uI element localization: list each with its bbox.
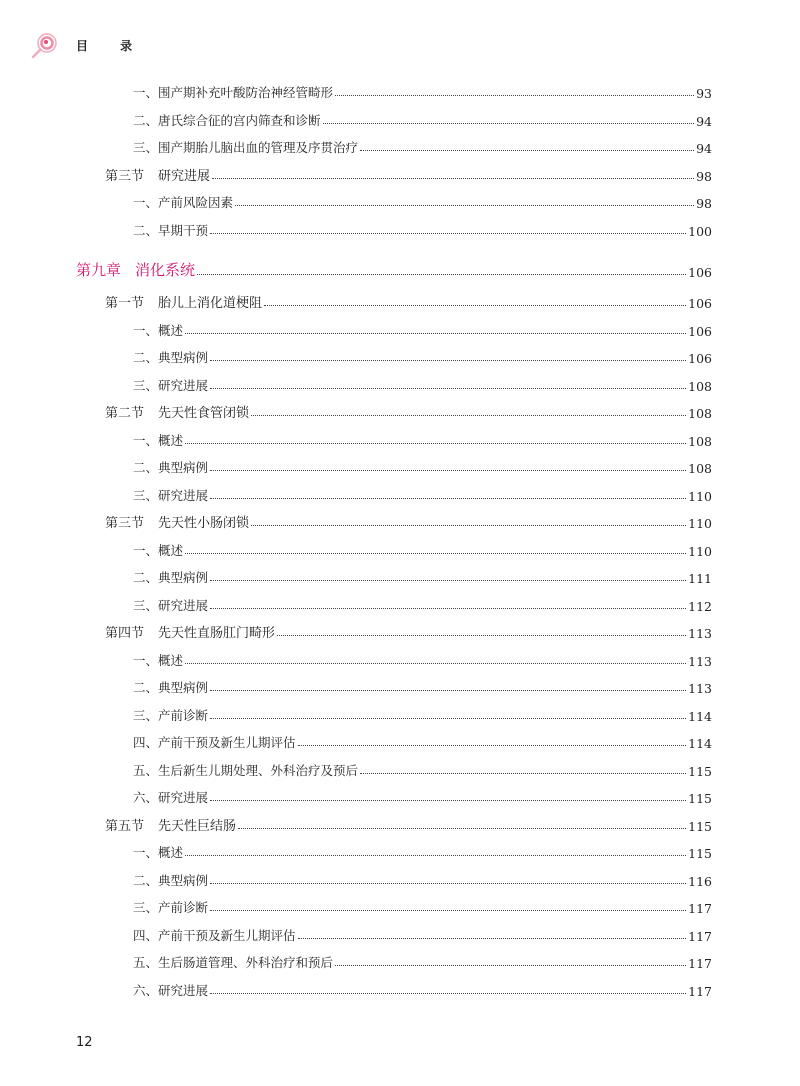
toc-entry-title [133,981,208,999]
dot-leader [251,415,686,416]
toc-page-number: 108 [688,461,712,476]
toc-page-number: 108 [688,433,712,449]
toc-entry-text: 二、典型病例 [133,350,209,365]
toc-entry-label: 第九章 [76,261,122,279]
toc-item-row[interactable] [0,649,800,669]
toc-page-number: 117 [688,928,712,944]
toc-entry-label: 第一节 [105,296,145,311]
toc-entry-text: 六、研究进展 [133,982,209,998]
toc-entry-title [133,431,183,449]
toc-section-row[interactable] [0,814,800,834]
toc-item-row[interactable] [0,319,800,339]
toc-entry-text: 二、早期干预 [133,222,209,238]
dot-leader [264,305,686,306]
toc-entry-title [133,926,296,944]
toc-page-number: 98 [696,196,712,211]
toc-entry-label: 第二节 [105,406,145,421]
toc-entry-text: 二、典型病例 [133,872,209,888]
toc-page-number: 93 [696,86,712,101]
toc-entry-text: 一、概述 [133,652,184,668]
toc-item-row[interactable] [0,786,800,806]
toc-chapter-row[interactable] [0,260,800,280]
toc-entry-text: 一、围产期补充叶酸防治神经管畸形 [133,85,334,100]
toc-entry-title [133,706,208,724]
toc-page-number: 114 [688,736,712,751]
toc-entry-text: 一、概述 [133,542,184,558]
toc-entry-text: 消化系统 [135,261,196,279]
toc-item-row[interactable] [0,109,800,129]
toc-item-row[interactable] [0,896,800,916]
toc-entry-label: 第三节 [105,516,145,531]
toc-entry-title [76,259,195,280]
toc-item-row[interactable] [0,979,800,999]
toc-item-row[interactable] [0,191,800,211]
toc-page-number: 117 [688,983,712,999]
dot-leader [210,608,686,609]
dot-leader [210,388,686,389]
toc-page-number: 113 [688,626,712,641]
toc-item-row[interactable] [0,924,800,944]
page-header [30,30,146,60]
toc-page-number: 110 [688,488,712,504]
toc-page-number: 115 [688,846,712,861]
toc-entry-title [105,402,249,421]
toc-page-number: 110 [688,516,712,531]
toc-section-row[interactable] [0,401,800,421]
toc-entry-title [133,733,296,751]
toc-page-number: 117 [688,956,712,971]
toc-item-row[interactable] [0,456,800,476]
toc-page-number: 111 [688,571,712,586]
toc-item-row[interactable] [0,676,800,696]
toc-page-number: 106 [688,351,712,366]
toc-entry-title [133,376,208,394]
toc-entry-title [133,486,208,504]
toc-entry-text: 三、研究进展 [133,487,209,503]
toc-page-number: 94 [696,113,712,129]
toc-page-number: 112 [688,598,712,614]
toc-entry-text: 先天性巨结肠 [158,818,237,834]
dot-leader [185,443,686,444]
toc-section-row[interactable] [0,511,800,531]
toc-entry-text: 三、围产期胎儿脑出血的管理及序贯治疗 [133,140,359,155]
toc-entry-text: 一、概述 [133,845,184,860]
toc-entry-text: 三、研究进展 [133,597,209,613]
toc-item-row[interactable] [0,219,800,239]
toc-entry-title [133,458,208,476]
toc-page-number: 106 [688,323,712,339]
toc-entry-title [133,83,333,101]
toc-entry-title [133,541,183,559]
toc-entry-text: 三、研究进展 [133,377,209,393]
toc-item-row[interactable] [0,841,800,861]
toc-entry-text: 四、产前干预及新生儿期评估 [133,927,296,943]
toc-section-row[interactable] [0,621,800,641]
toc-page-number: 115 [688,791,712,806]
toc-entry-title [133,138,358,156]
toc-entry-title [133,651,183,669]
dot-leader [212,178,694,179]
dot-leader [360,150,694,151]
dot-leader [210,233,686,234]
toc-entry-title [133,596,208,614]
toc-entry-title [133,193,233,211]
toc-entry-text: 先天性直肠肛门畸形 [158,626,276,641]
toc-page-number: 94 [696,141,712,156]
toc-entry-text: 五、生后新生儿期处理、外科治疗及预后 [133,762,359,778]
toc-page-number: 117 [688,901,712,916]
toc-entry-title [105,622,275,641]
toc-entry-title [133,221,208,239]
dot-leader [210,690,686,691]
toc-entry-title [133,898,208,916]
toc-section-row[interactable] [0,164,800,184]
toc-page-number: 106 [688,265,712,280]
toc-item-row[interactable] [0,951,800,971]
toc-entry-title [105,292,262,311]
toc-entry-title [133,871,208,889]
dot-leader [323,123,695,124]
toc-entry-title [133,678,208,696]
toc-entry-text: 二、典型病例 [133,680,209,695]
dot-leader [197,274,686,275]
toc-item-row[interactable] [0,704,800,724]
toc-page-number: 113 [688,653,712,669]
dot-leader [360,773,686,774]
page-number: 12 [76,1035,93,1050]
toc-entry-title [133,568,208,586]
toc-entry-title [133,953,333,971]
toc-item-row[interactable] [0,136,800,156]
toc-entry-title [105,815,236,834]
toc-page-number: 100 [688,223,712,239]
toc-entry-text: 先天性食管闭锁 [158,406,250,421]
toc-entry-text: 二、唐氏综合征的宫内筛查和诊断 [133,112,321,128]
toc-item-row[interactable] [0,374,800,394]
dot-leader [210,470,686,471]
toc-entry-text: 六、研究进展 [133,790,209,805]
dot-leader [185,855,686,856]
dot-leader [210,498,686,499]
dot-leader [238,828,686,829]
magnifier-logo-icon [30,30,60,60]
toc-entry-text: 胎儿上消化道梗阻 [158,296,263,311]
toc-entry-text: 二、典型病例 [133,570,209,585]
toc-entry-text: 先天性小肠闭锁 [158,516,250,531]
dot-leader [277,635,686,636]
dot-leader [251,525,686,526]
toc-page-number: 115 [688,818,712,834]
dot-leader [185,333,686,334]
toc-item-row[interactable] [0,429,800,449]
toc-page-number: 98 [696,168,712,184]
dot-leader [210,993,686,994]
dot-leader [210,580,686,581]
dot-leader [210,800,686,801]
toc-item-row[interactable] [0,346,800,366]
toc-item-row[interactable] [0,731,800,751]
dot-leader [335,965,686,966]
dot-leader [210,718,686,719]
toc-page-number: 113 [688,681,712,696]
toc-item-row[interactable] [0,539,800,559]
dot-leader [210,360,686,361]
dot-leader [235,205,694,206]
toc-page-number: 106 [688,296,712,311]
toc-entry-title [133,788,208,806]
toc-entry-title [133,111,321,129]
dot-leader [185,553,686,554]
toc-page-number: 108 [688,406,712,421]
dot-leader [298,745,687,746]
toc-entry-title [105,512,249,531]
dot-leader [210,883,686,884]
toc-entry-title [105,165,210,184]
toc-item-row[interactable] [0,594,800,614]
toc-entry-text: 五、生后肠道管理、外科治疗和预后 [133,955,334,970]
toc-page-number: 116 [688,873,712,889]
dot-leader [185,663,686,664]
toc-entry-text: 一、产前风险因素 [133,195,234,210]
toc-entry-title [133,843,183,861]
toc-page-number: 110 [688,543,712,559]
dot-leader [210,910,686,911]
toc-item-row[interactable] [0,81,800,101]
toc-page-number: 115 [688,763,712,779]
toc-page-number: 108 [688,378,712,394]
toc-entry-text: 三、产前诊断 [133,707,209,723]
toc-entry-title [133,348,208,366]
dot-leader [335,95,694,96]
toc-entry-label: 第四节 [105,626,145,641]
toc-entry-text: 四、产前干预及新生儿期评估 [133,735,296,750]
toc-entry-title [133,761,358,779]
header-title: 目 录 [76,38,147,53]
toc-entry-text: 一、概述 [133,432,184,448]
toc-entry-text: 研究进展 [158,168,211,184]
toc-entry-title [133,321,183,339]
dot-leader [298,938,687,939]
toc-item-row[interactable] [0,484,800,504]
toc-entry-text: 一、概述 [133,322,184,338]
toc-item-row[interactable] [0,759,800,779]
toc-entry-text: 二、典型病例 [133,460,209,475]
toc-entry-label: 第三节 [105,168,145,184]
toc-item-row[interactable] [0,869,800,889]
toc-page-number: 114 [688,708,712,724]
toc-entry-label: 第五节 [105,818,145,834]
toc-section-row[interactable] [0,291,800,311]
toc-item-row[interactable] [0,566,800,586]
toc-entry-text: 三、产前诊断 [133,900,209,915]
